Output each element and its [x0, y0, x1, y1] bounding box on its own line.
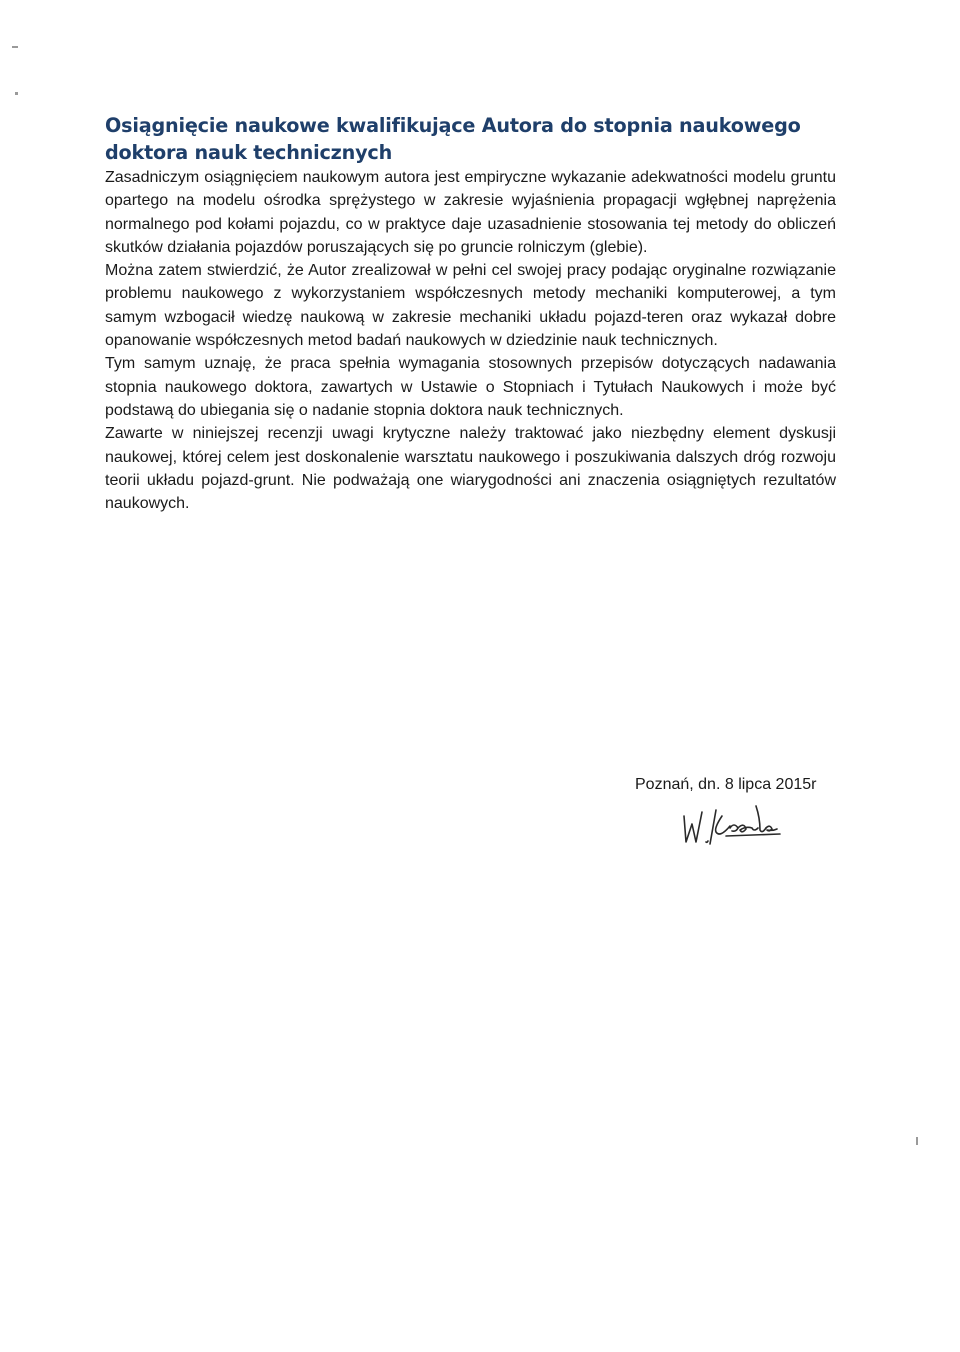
document-body — [105, 112, 836, 515]
paragraph-3: Tym samym uznaję, że praca spełnia wymagania stosownych przepisów dotyczących nadawania stopnia naukowego doktora, zawartych w Ustawie o Stopniach i Tytułach Naukowych i może być podstawą do ubiegania się o nadanie stopnia doktora nauk technicznych. — [105, 355, 836, 419]
paragraph-1: Zasadniczym osiągnięciem naukowym autora jest empiryczne wykazanie adekwatności modelu gruntu opartego na modelu ośrodka sprężystego w zakresie wyjaśnienia propagacji wgłębnej naprężenia normalnego pod kołami pojazdu, co w praktyce daje uzasadnienie stosowania tej metody do obliczeń skutków działania pojazdów poruszających się po gruncie rolniczym (glebie). — [105, 169, 836, 256]
paragraph-2: Można zatem stwierdzić, że Autor zrealizował w pełni cel swojej pracy podając oryginalne rozwiązanie problemu naukowego z wykorzystaniem współczesnych metody mechaniki komputerowej, a tym samym wzbogacił wiedzę naukową w zakresie mechaniki układu pojazd-teren oraz wykazał dobre opanowanie współczesnych metod badań naukowych w dziedzinie nauk technicznych. — [105, 262, 836, 350]
scan-mark — [916, 1137, 918, 1145]
place-date: Poznań, dn. 8 lipca 2015r — [635, 776, 817, 793]
scan-mark — [12, 46, 18, 48]
scan-mark — [15, 92, 18, 95]
document-heading: Osiągnięcie naukowe kwalifikujące Autora do stopnia naukowego doktora nauk technicznych — [105, 114, 801, 164]
handwritten-signature — [676, 798, 786, 854]
paragraph-4: Zawarte w niniejszej recenzji uwagi krytyczne należy traktować jako niezbędny element dyskusji naukowej, której celem jest doskonalenie warsztatu naukowego i poszukiwania dalszych dróg rozwoju teorii układu pojazd-grunt. Nie podważają one wiarygodności ani znaczenia osiągniętych rezultatów naukowych. — [105, 425, 836, 513]
